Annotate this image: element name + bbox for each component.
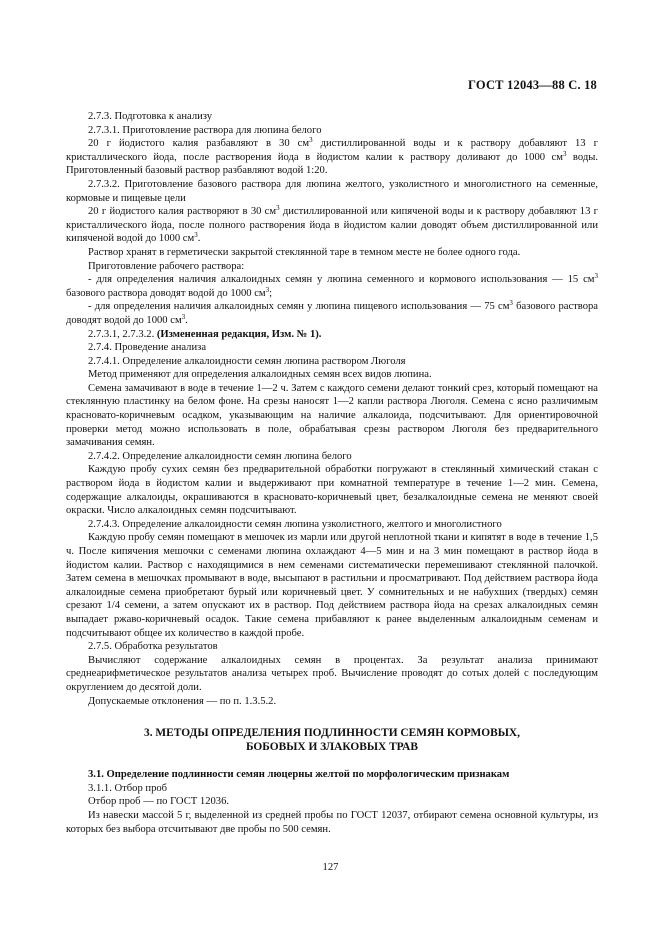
amendment-note: 2.7.3.1, 2.7.3.2. (Измененная редакция, Изм. № 1). — [88, 328, 322, 340]
paragraph: Из навески массой 5 г, выделенной из средней пробы по ГОСТ 12037, отбирают семена основной культуры, из которых без выбора отсчитывают две пробы по 500 семян. — [66, 809, 598, 835]
list-item: - для определения наличия алкалоидных семян у люпина семенного и кормового использования — 15 $см^3$ базового раствора доводят водой до 1000 $см^3$; — [66, 272, 598, 299]
paragraph: Вычисляют содержание алкалоидных семян в процентах. За результат анализа принимают среднеарифметическое результатов анализа четырех проб. Вычисление проводят до сотых долей с последующим округлением до десятой доли. — [66, 654, 598, 693]
subsection-heading: 2.7.4. Проведение анализа — [88, 342, 207, 354]
subsection-heading: 2.7.4.3. Определение алкалоидности семян люпина узколистного, желтого и многолистного — [88, 518, 502, 530]
page-number: 127 — [322, 862, 339, 873]
paragraph: Отбор проб — по ГОСТ 12036. — [88, 796, 230, 808]
paragraph: Допускаемые отклонения — по п. 1.3.5.2. — [88, 695, 277, 707]
subsection-heading: 2.7.4.1. Определение алкалоидности семян люпина раствором Люголя — [88, 355, 406, 367]
paragraph: Семена замачивают в воде в течение 1—2 ч. Затем с каждого семени делают тонкий срез, который помещают на стеклянную пластинку на белом фоне. На срезы наносят 1—2 капли раствора Люголя. Семена с ясно различимым красновато-коричневым осадком, указывающим на наличие алкалоида, подсчитывают. Для ориентировочной проверки метод можно использовать в поле, обрабатывая срезы раствором Люголя без предварительного замачивания семян. — [66, 382, 598, 449]
subsection-heading: 2.7.3. Подготовка к анализу — [88, 111, 213, 122]
paragraph: Приготовление рабочего раствора: — [88, 260, 245, 272]
document-body — [66, 110, 598, 836]
paragraph: 20 г йодистого калия растворяют в 30 $см^3$ дистиллированной или кипяченой воды и к раствору добавляют 13 г кристаллического йода, после полного растворения йода в йодистом калии доводят объем дистиллированной или кипяченой водой до 1000 $см^3$. — [66, 204, 598, 245]
document-header: ГОСТ 12043—88 С. 18 — [468, 78, 597, 92]
paragraph: Метод применяют для определения алкалоидных семян всех видов люпина. — [88, 369, 432, 381]
list-item: - для определения наличия алкалоидных семян у люпина пищевого использования — 75 $см^3$ базового раствора доводят водой до 1000 $см^3$. — [66, 299, 599, 326]
paragraph: Раствор хранят в герметически закрытой стеклянной таре в темном месте не более одного года. — [88, 246, 521, 258]
paragraph: Каждую пробу сухих семян без предварительной обработки погружают в стеклянный химический стакан с раствором йода в йодистом калии и выдерживают при комнатной температуре в течение 1—2 мин. Семена, содержащие алкалоиды, окрашиваются в красновато-коричневый цвет, безалкалоидные семена не меняют своей окраски. Число алкалоидных семян подсчитывают. — [66, 464, 598, 517]
section-title: 3. МЕТОДЫ ОПРЕДЕЛЕНИЯ ПОДЛИННОСТИ СЕМЯН КОРМОВЫХ, БОБОВЫХ И ЗЛАКОВЫХ ТРАВ — [144, 727, 520, 754]
subsection-heading: 3.1. Определение подлинности семян люцерны желтой по морфологическим признакам — [88, 769, 510, 781]
subsection-heading: 2.7.3.2. Приготовление базового раствора для люпина желтого, узколистного и многолистного на семенные, кормовые и пищевые цели — [66, 178, 598, 204]
subsection-heading: 2.7.4.2. Определение алкалоидности семян люпина белого — [88, 450, 352, 462]
paragraph: Каждую пробу семян помещают в мешочек из марли или другой неплотной ткани и кипятят в воде в течение 1,5 ч. После кипячения мешочки с семенами люпина охлаждают 4—5 мин и на 3 мин помещают в раствор йода в йодистом калии. Раствор с находящимися в нем семенами систематически перемешивают стеклянной палочкой. Затем семена в мешочках промывают в воде, высыпают в растильни и просматривают. Под действием раствора йода алкалоидные семена приобретают бурый или коричневый цвет. У сомнительных и не набухших (твердых) семян срезают 1/4 семени, а затем опускают их в раствор. Под действием раствора йода на срезах алкалоидных семян выпадает ржаво-коричневый осадок. Такие семена прибавляют к ранее выделенным алкалоидным семенам и подсчитывают общее их количество в каждой пробе. — [66, 532, 598, 639]
paragraph: 20 г йодистого калия разбавляют в 30 $см^3$ дистиллированной воды и к раствору добавляют 13 г кристаллического йода, после растворения йода в йодистом калии к раствору доливают до 1000 $см^3$ воды. Приготовленный базовый раствор разбавляют водой 1:20. — [66, 136, 598, 177]
subsection-heading: 2.7.3.1. Приготовление раствора для люпина белого — [88, 124, 322, 136]
subsection-heading: 3.1.1. Отбор проб — [88, 782, 168, 794]
subsection-heading: 2.7.5. Обработка результатов — [88, 641, 218, 653]
